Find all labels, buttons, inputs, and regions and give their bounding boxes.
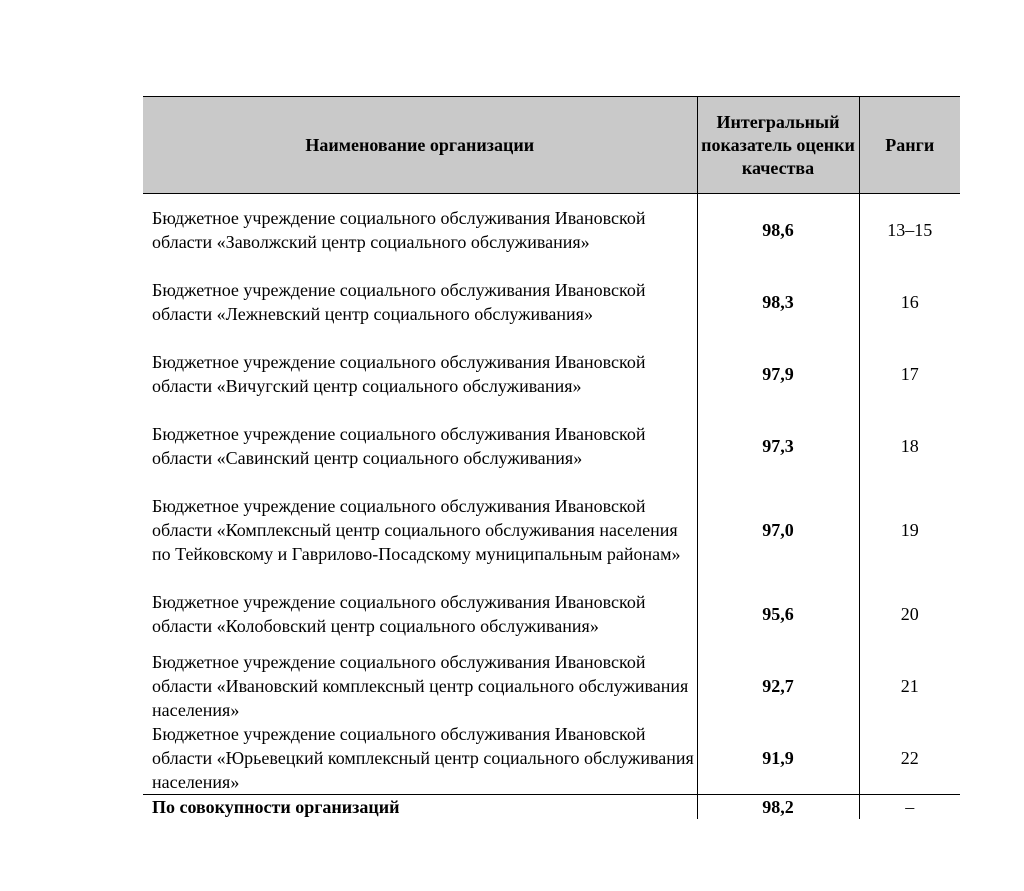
total-label-cell: По совокупности организаций [143,795,697,820]
rank-cell: 17 [859,338,960,410]
organization-name-cell: Бюджетное учреждение социального обслуживания Ивановской области «Ивановский комплексный центр социального обслуживания населения» [152,652,689,720]
organization-name-cell: Бюджетное учреждение социального обслуживания Ивановской области «Савинский центр социального обслуживания» [152,424,646,468]
integral-index-cell: 97,9 [697,338,859,410]
organization-name-cell: Бюджетное учреждение социального обслуживания Ивановской области «Заволжский центр социального обслуживания» [152,208,646,252]
table-row [143,266,960,338]
rank-cell: 18 [859,410,960,482]
rank-cell: 19 [859,482,960,578]
table-row [143,338,960,410]
rank-cell: 13–15 [859,194,960,267]
integral-index-cell: 97,3 [697,410,859,482]
integral-index-cell: 98,6 [697,194,859,267]
rank-cell: 21 [859,650,960,722]
organization-name-cell: Бюджетное учреждение социального обслуживания Ивановской области «Юрьевецкий комплексный центр социального обслуживания населения» [152,724,694,792]
integral-index-cell: 97,0 [697,482,859,578]
organization-name-cell: Бюджетное учреждение социального обслуживания Ивановской области «Комплексный центр социального обслуживания населения по Тейковскому и Гаврилово-Посадскому муниципальным районам» [152,496,681,564]
table-row [143,650,960,722]
table-row [143,578,960,650]
organization-name-cell: Бюджетное учреждение социального обслуживания Ивановской области «Лежневский центр социального обслуживания» [152,280,646,324]
integral-index-cell: 98,3 [697,266,859,338]
header-rank: Ранги [859,97,960,194]
table-row [143,722,960,795]
table-row [143,410,960,482]
header-integral-index: Интегральный показатель оценки качества [697,97,859,194]
total-rank-cell: – [859,795,960,820]
header-organization-name: Наименование организации [143,97,697,194]
integral-index-cell: 95,6 [697,578,859,650]
organization-name-cell: Бюджетное учреждение социального обслуживания Ивановской области «Вичугский центр социального обслуживания» [152,352,646,396]
organization-name-cell: Бюджетное учреждение социального обслуживания Ивановской области «Колобовский центр социального обслуживания» [152,592,646,636]
integral-index-cell: 92,7 [697,650,859,722]
total-index-cell: 98,2 [697,795,859,820]
rank-cell: 20 [859,578,960,650]
total-row [143,795,960,820]
table-row [143,194,960,267]
table-header-row [143,97,960,194]
rank-cell: 22 [859,722,960,795]
quality-ranking-table [143,96,960,819]
integral-index-cell: 91,9 [697,722,859,795]
rank-cell: 16 [859,266,960,338]
table-row [143,482,960,578]
